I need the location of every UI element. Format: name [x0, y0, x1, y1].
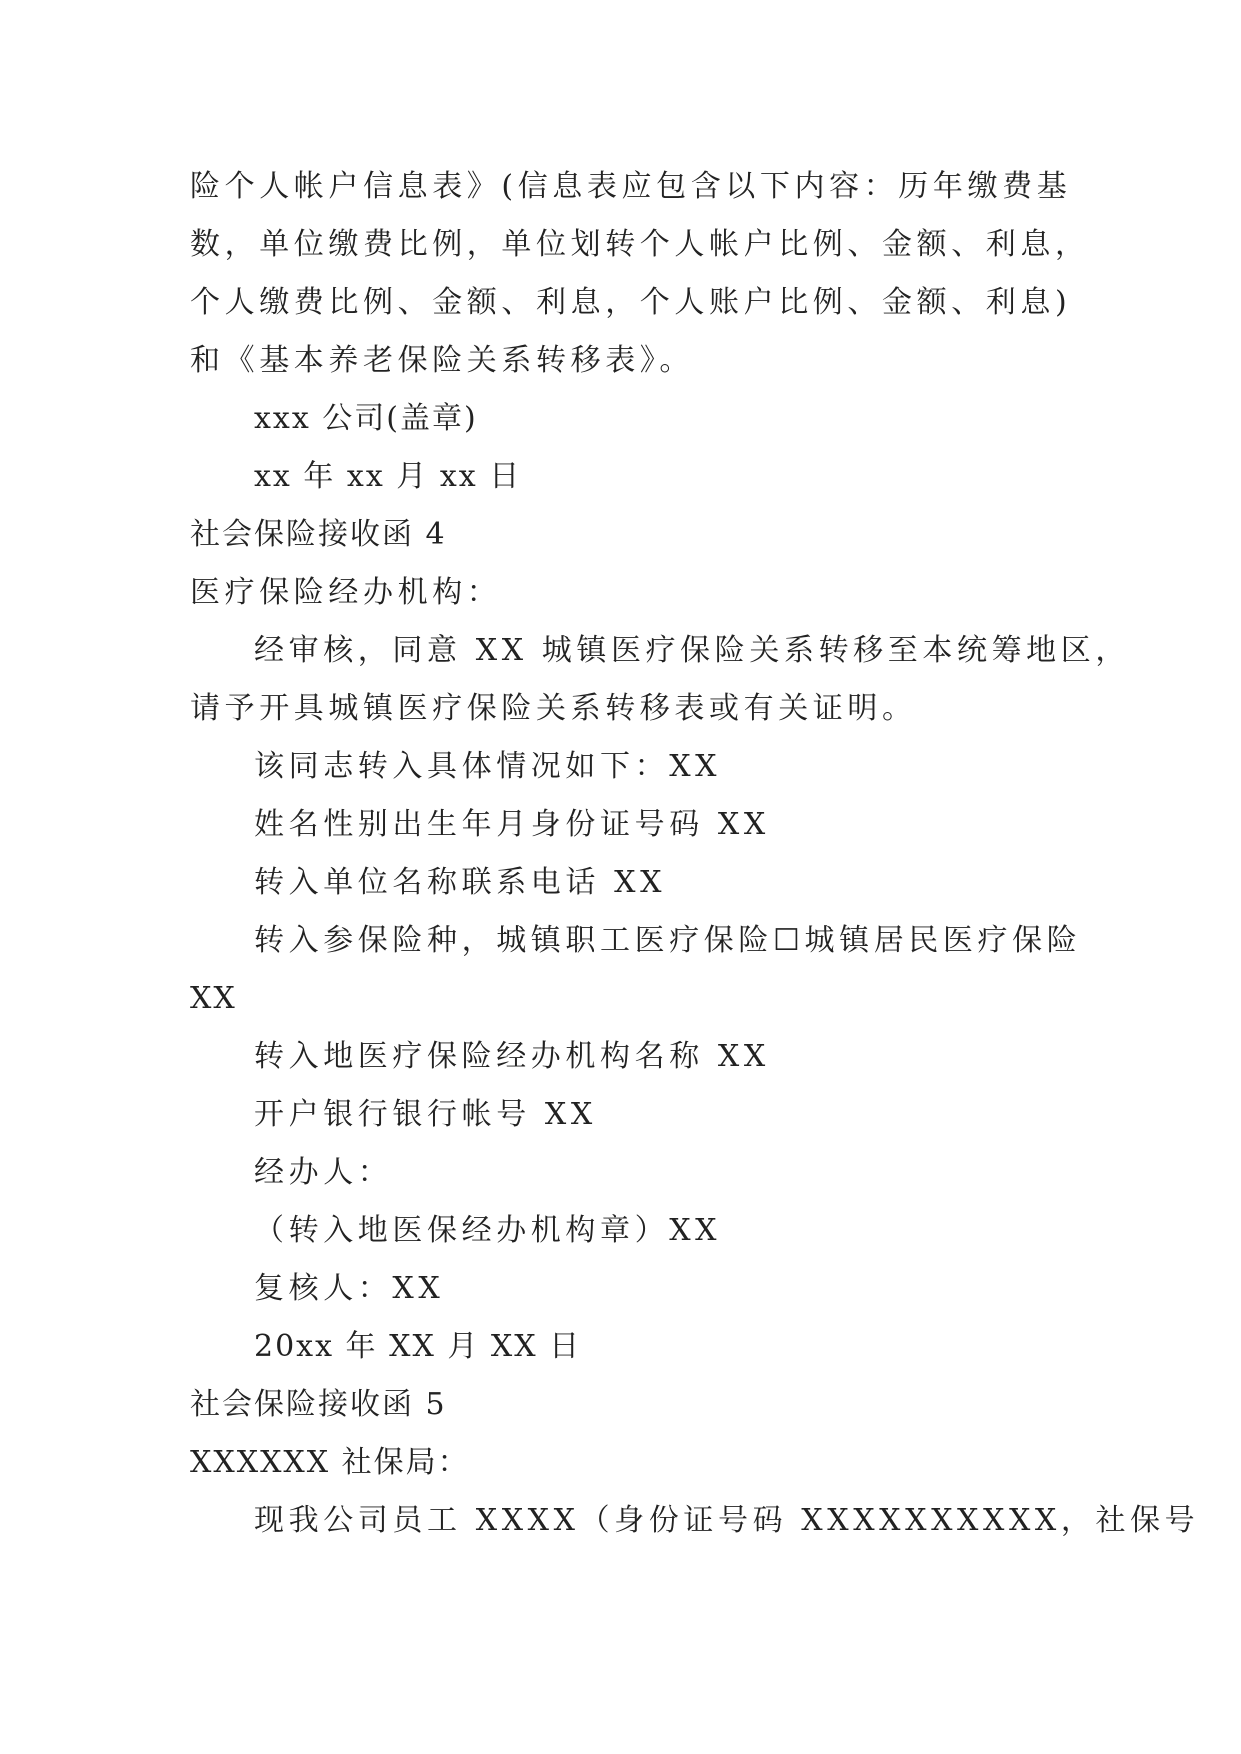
- body-text-line: 险个人帐户信息表》(信息表应包含以下内容：历年缴费基: [190, 169, 1072, 204]
- addressee-line: 医疗保险经办机构：: [190, 575, 502, 610]
- detail-line: 该同志转入具体情况如下：XX: [254, 749, 722, 784]
- body-text-line: 经审核，同意 XX 城镇医疗保险关系转移至本统筹地区，: [254, 633, 1130, 668]
- date-line: 20xx 年 XX 月 XX 日: [254, 1329, 582, 1364]
- company-seal-line: xxx 公司(盖章): [254, 401, 478, 436]
- section-heading: 社会保险接收函 5: [190, 1387, 447, 1422]
- body-text-line: 和《基本养老保险关系转移表》。: [190, 343, 694, 378]
- detail-line: 转入地医疗保险经办机构名称 XX: [254, 1039, 770, 1074]
- document-body: [190, 158, 1200, 1550]
- date-line: xx 年 xx 月 xx 日: [254, 459, 522, 494]
- body-text-line: 请予开具城镇医疗保险关系转移表或有关证明。: [190, 691, 917, 726]
- detail-line: 开户银行银行帐号 XX: [254, 1097, 597, 1132]
- detail-line: XX: [190, 981, 237, 1016]
- detail-line: 姓名性别出生年月身份证号码 XX: [254, 807, 770, 842]
- reviewer-line: 复核人：XX: [254, 1271, 445, 1306]
- body-text-line: 现我公司员工 XXXX（身份证号码 XXXXXXXXXX，社保号: [254, 1503, 1200, 1538]
- detail-line: 转入参保险种，城镇职工医疗保险☐城镇居民医疗保险: [254, 923, 1082, 958]
- body-text-line: 数，单位缴费比例，单位划转个人帐户比例、金额、利息，: [190, 227, 1090, 262]
- handler-line: 经办人：: [254, 1155, 393, 1190]
- seal-line: （转入地医保经办机构章）XX: [254, 1213, 722, 1248]
- body-text-line: 个人缴费比例、金额、利息，个人账户比例、金额、利息): [190, 285, 1072, 320]
- detail-line: 转入单位名称联系电话 XX: [254, 865, 667, 900]
- addressee-line: XXXXXX 社保局：: [190, 1445, 470, 1480]
- section-heading: 社会保险接收函 4: [190, 517, 447, 552]
